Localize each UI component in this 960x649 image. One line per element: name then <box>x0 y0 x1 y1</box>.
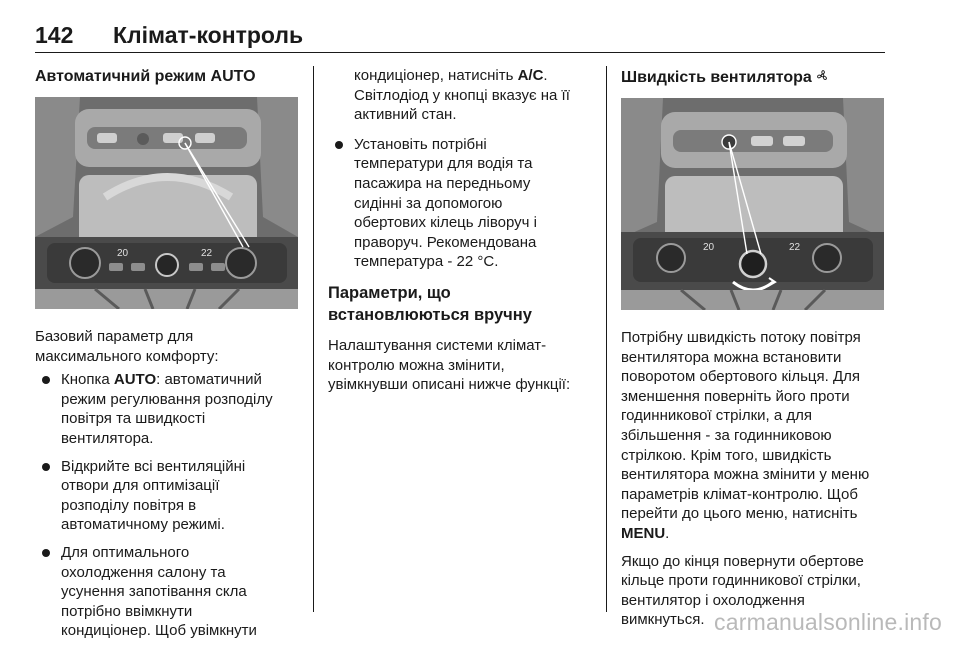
fan-speed-illustration <box>621 98 884 310</box>
section-heading-fan-speed: Швидкість вентилятора <box>621 66 887 88</box>
bullet-dot-icon <box>335 141 343 149</box>
bullet-dot-icon <box>42 463 50 471</box>
temp-right-label: 22 <box>201 248 213 259</box>
bullet-dot-icon <box>42 549 50 557</box>
fan-speed-paragraph-1: Потрібну швидкість потоку повітря вентилятора можна встановити поворотом обертового кільця. Для зменшення поверніть його проти годинникової стрілки, а для збільшення - за годинниковою стрілкою. Крім того, швидкість вентилятора можна змінити у меню параметрів клімат-контролю. Щоб перейти до цього меню, натисніть MENU. <box>621 329 870 542</box>
continued-text: кондиціонер, натисніть A/C. Світлодіод у кнопці вказує на її активний стан. <box>354 67 570 124</box>
manual-settings-paragraph: Налаштування системи клімат- контролю можна змінити, увімкнувши описані нижче функції: <box>328 336 571 394</box>
menu-button-label: MENU <box>621 524 666 542</box>
bullet-list-1 <box>35 370 297 641</box>
temp-left-label: 20 <box>703 242 715 253</box>
fan-icon <box>816 69 829 84</box>
chapter-title: Клімат-контроль <box>113 22 304 48</box>
header-rule <box>35 52 885 53</box>
ac-button-label: A/C <box>517 67 544 84</box>
column-divider-1 <box>313 66 314 612</box>
section-heading-manual: Параметри, що встановлюються вручну <box>328 283 532 324</box>
intro-line-2: максимального комфорту: <box>35 347 219 365</box>
page-header <box>35 22 885 52</box>
fan-speed-paragraph-2: Якщо до кінця повернути обертове кільце проти годинникової стрілки, вентилятор і охолодження вимкнуться. <box>621 552 864 629</box>
temp-right-label: 22 <box>789 242 801 253</box>
section-heading-auto: Автоматичний режим AUTO <box>35 68 256 85</box>
bullet-dot-icon <box>42 376 50 384</box>
bullet-list-2 <box>328 135 590 272</box>
climate-panel-illustration <box>35 97 298 309</box>
page-number: 142 <box>35 22 74 48</box>
list-item: Відкрийте всі вентиляційні отвори для оптимізації розподілу повітря в автоматичному режимі. <box>35 457 297 535</box>
column-divider-2 <box>606 66 607 612</box>
auto-button-label: AUTO <box>113 371 157 389</box>
column-3 <box>621 66 887 630</box>
temp-left-label: 20 <box>117 248 129 259</box>
list-item: Для оптимального охолодження салону та усунення запотівання скла потрібно ввімкнути кондиціонер. Щоб увімкнути <box>35 543 297 641</box>
column-2 <box>328 66 590 395</box>
list-item: Установіть потрібні температури для водія та пасажира на передньому сидінні за допомогою обертових кілець ліворуч і праворуч. Рекомендована температура - 22 °C. <box>328 135 590 272</box>
column-1 <box>35 66 297 649</box>
watermark: carmanualsonline.info <box>714 609 942 635</box>
intro-line-1: Базовий параметр для <box>35 328 194 345</box>
list-item: Кнопка AUTO: автоматичний режим регулювання розподілу повітря та швидкості вентилятора. <box>35 370 297 448</box>
